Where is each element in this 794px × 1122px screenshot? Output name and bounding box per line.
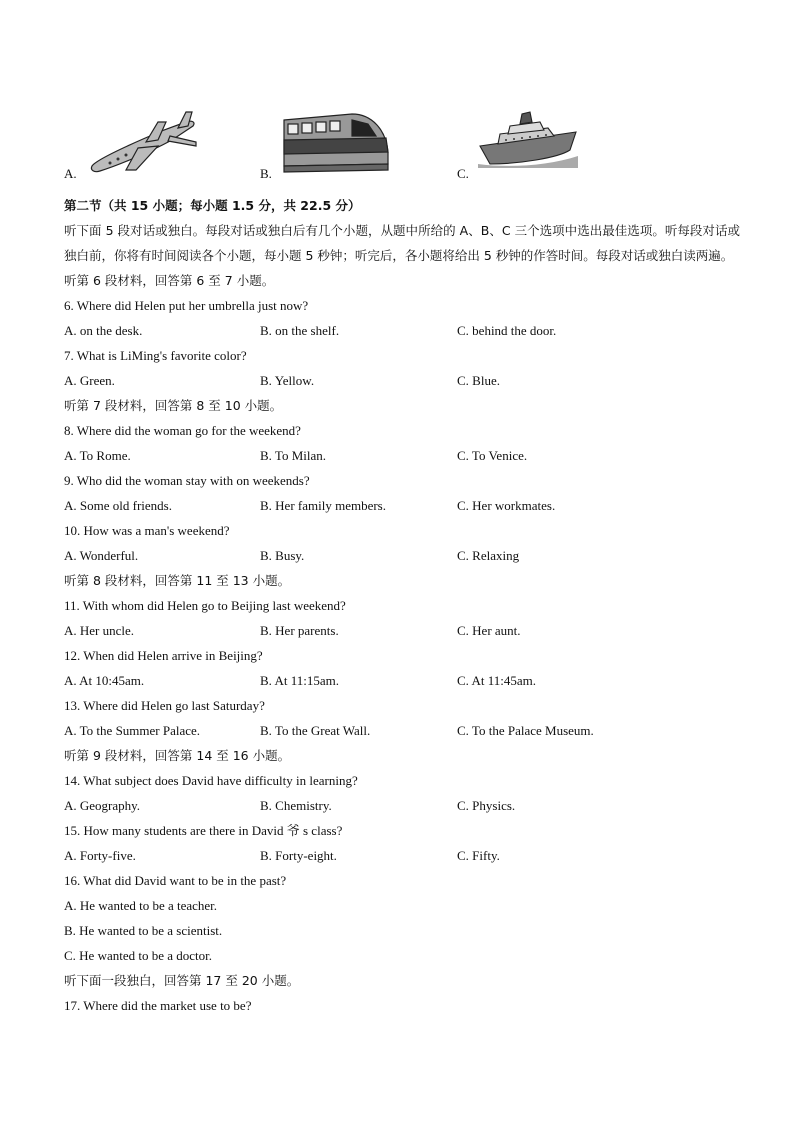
option-b: B. Busy. <box>260 548 305 563</box>
options-row <box>64 368 744 393</box>
options-row <box>64 543 744 568</box>
option-b: B. on the shelf. <box>260 323 340 338</box>
option-a: A. Geography. <box>64 798 141 813</box>
question-stem: 14. What subject does David have difficulty in learning? <box>64 773 358 788</box>
options-row <box>64 493 744 518</box>
question-stem: 10. How was a man's weekend? <box>64 523 230 538</box>
option-c: C. Her workmates. <box>457 498 556 513</box>
question-stem: 16. What did David want to be in the past? <box>64 873 287 888</box>
option-line: B. He wanted to be a scientist. <box>64 923 223 938</box>
options-row <box>64 443 744 468</box>
option-c: C. Physics. <box>457 798 516 813</box>
option-b: B. At 11:15am. <box>260 673 339 688</box>
ship-icon <box>478 106 578 168</box>
option-a: A. Her uncle. <box>64 623 135 638</box>
option-b: B. To the Great Wall. <box>260 723 371 738</box>
option-a: A. At 10:45am. <box>64 673 145 688</box>
option-a: A. Green. <box>64 373 115 388</box>
question-stem: 9. Who did the woman stay with on weekends? <box>64 473 310 488</box>
options-row <box>64 718 744 743</box>
option-b: B. Chemistry. <box>260 798 332 813</box>
option-a: A. on the desk. <box>64 323 143 338</box>
train-icon <box>282 106 392 174</box>
option-c: C. Fifty. <box>457 848 500 863</box>
question-stem: 7. What is LiMing's favorite color? <box>64 348 247 363</box>
question-stem: 6. Where did Helen put her umbrella just now? <box>64 298 309 313</box>
options-row <box>64 618 744 643</box>
listening-section <box>64 193 744 1018</box>
section-instructions: 听下面 5 段对话或独白。每段对话或独白后有几个小题，从题中所给的 A、B、C 三个选项中选出最佳选项。听每段对话或独白前，你将有时间阅读各个小题，每小题 5 秒钟；听完后，各小题将给出 5 秒钟的作答时间。每段对话或独白读两遍。 <box>64 223 740 263</box>
option-a: A. Some old friends. <box>64 498 172 513</box>
option-a: A. Forty-five. <box>64 848 136 863</box>
option-c: C. behind the door. <box>457 323 557 338</box>
option-a: A. To Rome. <box>64 448 131 463</box>
question-stem: 8. Where did the woman go for the weekend? <box>64 423 301 438</box>
options-row <box>64 843 744 868</box>
option-c: C. Her aunt. <box>457 623 521 638</box>
option-b: B. To Milan. <box>260 448 327 463</box>
option-a: A. Wonderful. <box>64 548 139 563</box>
option-b: B. Forty-eight. <box>260 848 337 863</box>
option-line: A. He wanted to be a teacher. <box>64 898 218 913</box>
question-stem: 12. When did Helen arrive in Beijing? <box>64 648 263 663</box>
passage-note: 听下面一段独白，回答第 17 至 20 小题。 <box>64 973 300 988</box>
picture-label-c: C. <box>457 166 469 181</box>
option-a: A. To the Summer Palace. <box>64 723 201 738</box>
passage-note: 听第 9 段材料，回答第 14 至 16 小题。 <box>64 748 291 763</box>
picture-options-row <box>0 100 794 190</box>
option-c: C. Relaxing <box>457 548 520 563</box>
option-c: C. To the Palace Museum. <box>457 723 594 738</box>
question-list <box>64 268 744 1018</box>
option-b: B. Yellow. <box>260 373 315 388</box>
option-b: B. Her family members. <box>260 498 386 513</box>
options-row <box>64 793 744 818</box>
section-title: 第二节（共 15 小题；每小题 1.5 分，共 22.5 分） <box>64 198 361 213</box>
question-stem: 13. Where did Helen go last Saturday? <box>64 698 265 713</box>
option-line: C. He wanted to be a doctor. <box>64 948 213 963</box>
picture-label-a: A. <box>64 166 77 181</box>
question-stem: 11. With whom did Helen go to Beijing last weekend? <box>64 598 346 613</box>
passage-note: 听第 7 段材料，回答第 8 至 10 小题。 <box>64 398 283 413</box>
question-stem: 15. How many students are there in David 爷 s class? <box>64 823 343 838</box>
option-c: C. At 11:45am. <box>457 673 536 688</box>
options-row <box>64 668 744 693</box>
options-row <box>64 318 744 343</box>
passage-note: 听第 8 段材料，回答第 11 至 13 小题。 <box>64 573 291 588</box>
option-b: B. Her parents. <box>260 623 339 638</box>
airplane-icon <box>86 108 202 178</box>
option-c: C. To Venice. <box>457 448 528 463</box>
picture-label-b: B. <box>260 166 272 181</box>
question-stem: 17. Where did the market use to be? <box>64 998 252 1013</box>
option-c: C. Blue. <box>457 373 500 388</box>
passage-note: 听第 6 段材料，回答第 6 至 7 小题。 <box>64 273 275 288</box>
